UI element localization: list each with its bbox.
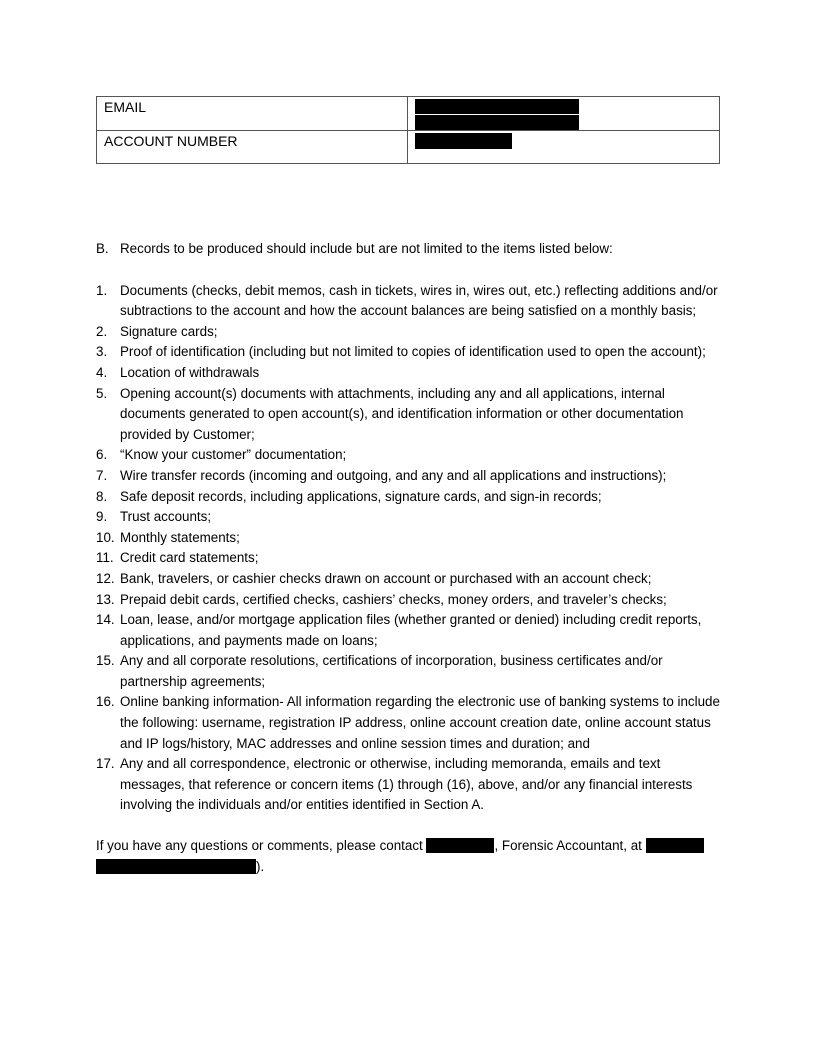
section-b-paragraph: [96, 239, 720, 260]
list-item-text: Signature cards;: [120, 323, 218, 339]
list-item: [96, 445, 720, 466]
list-item-number: 7.: [96, 467, 108, 483]
redaction-bar: [646, 838, 704, 853]
list-item-number: 6.: [96, 447, 108, 463]
list-item-text: Location of withdrawals: [120, 364, 260, 380]
list-item-text: Any and all correspondence, electronic or otherwise, including memoranda, emails and text messages, that reference or concern items (1) through (16), above, and/or any financial interests involving the individuals and/or entities identified in Section A.: [120, 756, 693, 813]
closing-text: , Forensic Accountant, at: [494, 838, 646, 854]
list-item: [96, 692, 720, 754]
closing-text: ).: [256, 858, 265, 874]
account-number-value-cell: [408, 131, 720, 164]
list-item-text: Loan, lease, and/or mortgage application files (whether granted or denied) including credit reports, applications, and payments made on loans;: [120, 612, 702, 648]
list-item-number: 13.: [96, 591, 115, 607]
list-item: [96, 281, 720, 322]
list-item-number: 16.: [96, 694, 115, 710]
email-label-cell: [97, 97, 408, 131]
records-list: [96, 281, 720, 816]
list-item-number: 3.: [96, 344, 108, 360]
list-item-text: Proof of identification (including but not limited to copies of identification used to open the account);: [120, 344, 706, 360]
list-item: [96, 322, 720, 343]
list-item: [96, 363, 720, 384]
list-item: [96, 528, 720, 549]
redaction-bar: [415, 115, 579, 130]
list-item-text: Bank, travelers, or cashier checks drawn on account or purchased with an account check;: [120, 570, 652, 586]
contact-table: [96, 96, 720, 164]
closing-text: If you have any questions or comments, please contact: [96, 838, 427, 854]
list-item-number: 5.: [96, 385, 108, 401]
list-item-number: 17.: [96, 756, 115, 772]
list-item: [96, 569, 720, 590]
account-number-label-cell: [97, 131, 408, 164]
list-item-text: Wire transfer records (incoming and outgoing, and any and all applications and instructions);: [120, 467, 667, 483]
list-item-text: Documents (checks, debit memos, cash in tickets, wires in, wires out, etc.) reflecting additions and/or subtractions to the account and how the account balances are being satisfied on a monthly basis;: [120, 282, 718, 319]
list-item-text: Credit card statements;: [120, 550, 259, 566]
document-content: [96, 96, 720, 877]
list-item: [96, 610, 720, 651]
list-item-number: 9.: [96, 509, 108, 525]
list-item-number: 12.: [96, 570, 115, 586]
list-item-text: Online banking information- All information regarding the electronic use of banking systems to include the following: username, registration IP address, online account creation date, online account status and IP logs/history, MAC addresses and online session times and duration; and: [120, 694, 720, 751]
list-item: [96, 342, 720, 363]
email-label: EMAIL: [104, 99, 147, 115]
redaction-bar: [426, 838, 494, 853]
list-item: [96, 548, 720, 569]
table-row-account-number: [97, 131, 720, 164]
list-item: [96, 466, 720, 487]
list-item-text: Opening account(s) documents with attachments, including any and all applications, internal documents generated to open account(s), and identification information or other documentation provided by Customer;: [120, 385, 684, 442]
table-row-email: [97, 97, 720, 131]
redaction-bar: [415, 99, 579, 114]
redaction-bar: [96, 859, 256, 874]
list-item-number: 10.: [96, 529, 115, 545]
list-item: [96, 651, 720, 692]
list-item-number: 2.: [96, 323, 108, 339]
list-item-text: Monthly statements;: [120, 529, 240, 545]
list-item-text: Safe deposit records, including applications, signature cards, and sign-in records;: [120, 488, 602, 504]
closing-paragraph: [96, 836, 720, 877]
list-item-text: Trust accounts;: [120, 509, 212, 525]
list-item-number: 15.: [96, 653, 115, 669]
list-item: [96, 384, 720, 446]
list-item-text: “Know your customer” documentation;: [120, 447, 347, 463]
list-item: [96, 590, 720, 611]
section-b-text: Records to be produced should include but are not limited to the items listed below:: [120, 241, 613, 256]
list-item: [96, 487, 720, 508]
list-item-number: 8.: [96, 488, 108, 504]
list-item-number: 4.: [96, 364, 108, 380]
account-number-label: ACCOUNT NUMBER: [104, 133, 238, 149]
list-item: [96, 507, 720, 528]
section-b-letter: B.: [96, 241, 109, 256]
list-item-text: Any and all corporate resolutions, certifications of incorporation, business certificates and/or partnership agreements;: [120, 653, 663, 689]
list-item-number: 11.: [96, 550, 114, 566]
email-value-cell: [408, 97, 720, 131]
list-item: [96, 754, 720, 816]
list-item-number: 1.: [96, 282, 108, 298]
list-item-text: Prepaid debit cards, certified checks, cashiers’ checks, money orders, and traveler’s checks;: [120, 591, 667, 607]
redaction-bar: [415, 133, 512, 149]
list-item-number: 14.: [96, 612, 115, 628]
